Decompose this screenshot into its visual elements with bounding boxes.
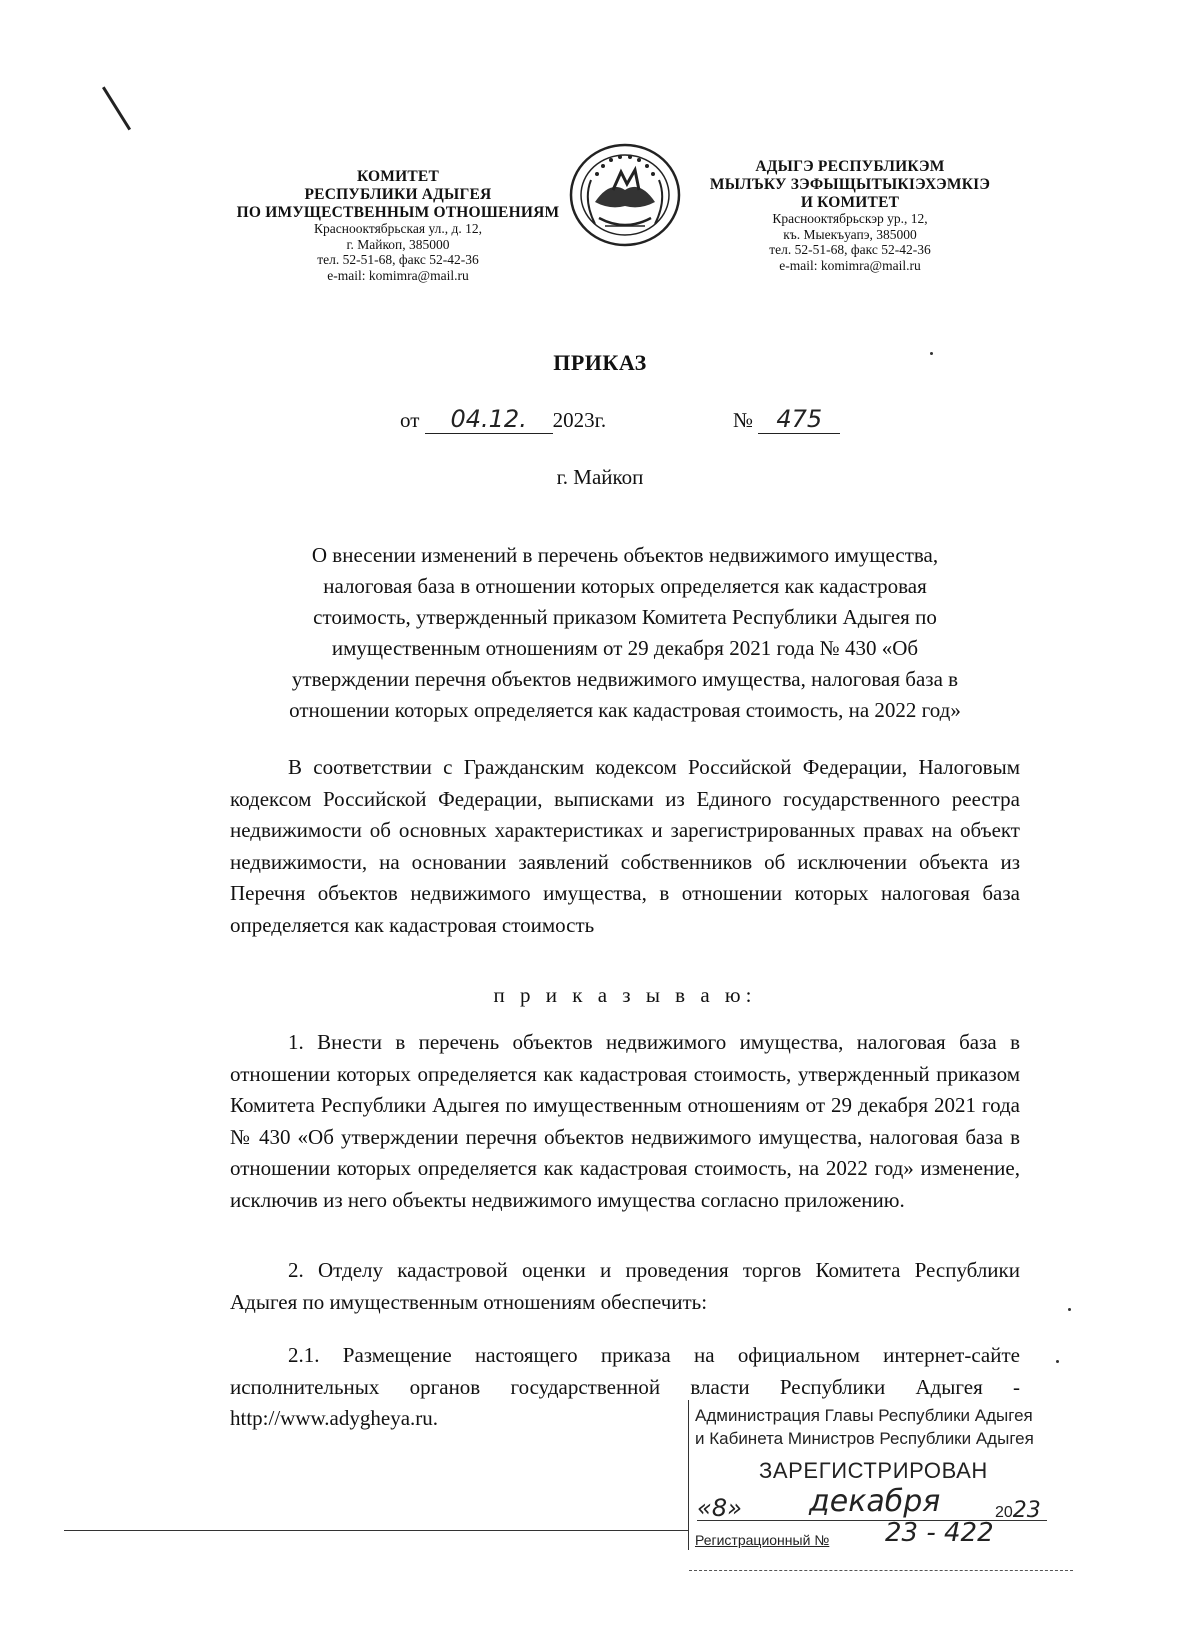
stamp-registered-label: ЗАРЕГИСТРИРОВАН (759, 1458, 988, 1483)
header-right-name-line: МЫЛЪКУ ЗЭФЫЩЫТЫКIЭХЭМКIЭ (709, 175, 991, 193)
number-handwritten: 475 (776, 405, 823, 433)
header-right (690, 158, 1010, 274)
stamp-reg-label: Регистрационный № (695, 1532, 830, 1548)
subject-line: имущественным отношениям от 29 декабря 2021 года № 430 «Об (331, 636, 919, 660)
header-right-address-line: e-mail: komimra@mail.ru (779, 257, 921, 273)
scan-speck (1056, 1360, 1059, 1363)
header-left-name-line: КОМИТЕТ (356, 168, 439, 185)
stamp-org-line: и Кабинета Министров Республики Адыгея (695, 1429, 1034, 1448)
number-field (758, 405, 840, 434)
document-city: г. Майкоп (556, 465, 644, 489)
date-handwritten: 04.12. (450, 405, 527, 433)
header-left-address-line: тел. 52-51-68, факс 52-42-36 (317, 252, 479, 268)
number-label: № (733, 408, 754, 432)
footer-rule (64, 1530, 688, 1531)
header-right-name-line: АДЫГЭ РЕСПУБЛИКЭМ (755, 158, 945, 175)
item-1-paragraph: 1. Внести в перечень объектов недвижимого имущества, налоговая база в отношении которых определяется как кадастровая стоимость, утвержденный приказом Комитета Республики Адыгея по имущественным отношениям от 29 декабря 2021 года № 430 «Об утверждении перечня объектов недвижимого имущества, налоговая база в отношении которых определяется как кадастровая стоимость, на 2022 год» изменение, исключив из него объекты недвижимого имущества согласно приложению. (230, 1030, 1020, 1212)
header-left-address-line: г. Майкоп, 385000 (346, 236, 450, 252)
stamp-year-suffix: 23 (1012, 1498, 1041, 1523)
subject-line: О внесении изменений в перечень объектов недвижимого имущества, (311, 543, 939, 567)
stamp-reg-number: 23 - 422 (885, 1518, 994, 1548)
stamp-date-underline (697, 1520, 1047, 1521)
stamp-organization (695, 1404, 1034, 1450)
item-2-paragraph: 2. Отделу кадастровой оценки и проведения торгов Комитета Республики Адыгея по имущественным отношениям обеспечить: (230, 1258, 1020, 1314)
handwritten-mark (102, 86, 131, 130)
registration-stamp (688, 1400, 1073, 1550)
stamp-day: «8» (697, 1494, 742, 1522)
subject-line: стоимость, утвержденный приказом Комитета Республики Адыгея по (313, 605, 937, 629)
header-left-name-line: ПО ИМУЩЕСТВЕННЫМ ОТНОШЕНИЯМ (236, 203, 560, 221)
date-line (400, 405, 606, 434)
document-title: ПРИКАЗ (553, 350, 647, 375)
header-left-address-line: Краснооктябрьская ул., д. 12, (314, 221, 482, 237)
number-line (733, 405, 840, 434)
order-word: п р и к а з ы в а ю: (493, 983, 757, 1007)
header-left-name-line: РЕСПУБЛИКИ АДЫГЕЯ (304, 185, 492, 203)
header-right-address-line: тел. 52-51-68, факс 52-42-36 (769, 242, 931, 258)
stamp-org-line: Администрация Главы Республики Адыгея (695, 1406, 1033, 1425)
header-left (228, 168, 568, 284)
coat-of-arms-emblem (565, 140, 685, 250)
subject-line: налоговая база в отношении которых определяется как кадастровая (323, 574, 927, 598)
stamp-month: декабря (809, 1484, 941, 1519)
subject-line: отношении которых определяется как кадастровая стоимость, на 2022 год» (289, 698, 961, 722)
header-right-address-line: Краснооктябрьскэр ур., 12, (772, 211, 928, 227)
subject-line: утверждении перечня объектов недвижимого имущества, налоговая база в (291, 667, 959, 691)
scan-speck (1068, 1308, 1071, 1311)
header-right-name-line: И КОМИТЕТ (800, 193, 900, 211)
date-prefix: от (400, 408, 420, 432)
date-year: 2023г. (552, 408, 607, 432)
date-field (425, 405, 553, 434)
preamble-paragraph: В соответствии с Гражданским кодексом Российской Федерации, Налоговым кодексом Российской Федерации, выписками из Единого государственного реестра недвижимости об основных характеристиках и зарегистрированных правах на объект недвижимости, на основании заявлений собственников об исключении объекта из Перечня объектов недвижимого имущества, в отношении которых налоговая база определяется как кадастровая стоимость (230, 755, 1020, 937)
stamp-year-prefix: 20 (995, 1504, 1013, 1521)
item-2-1-paragraph: 2.1. Размещение настоящего приказа на официальном интернет-сайте исполнительных органов государственной власти Республики Адыгея - http://www.adygheya.ru. (230, 1343, 1020, 1430)
stamp-bottom-border (689, 1570, 1073, 1571)
header-right-address-line: къ. Мыекъуапэ, 385000 (783, 226, 917, 242)
header-left-address-line: e-mail: komimra@mail.ru (327, 267, 469, 283)
document-subject (230, 540, 1020, 726)
